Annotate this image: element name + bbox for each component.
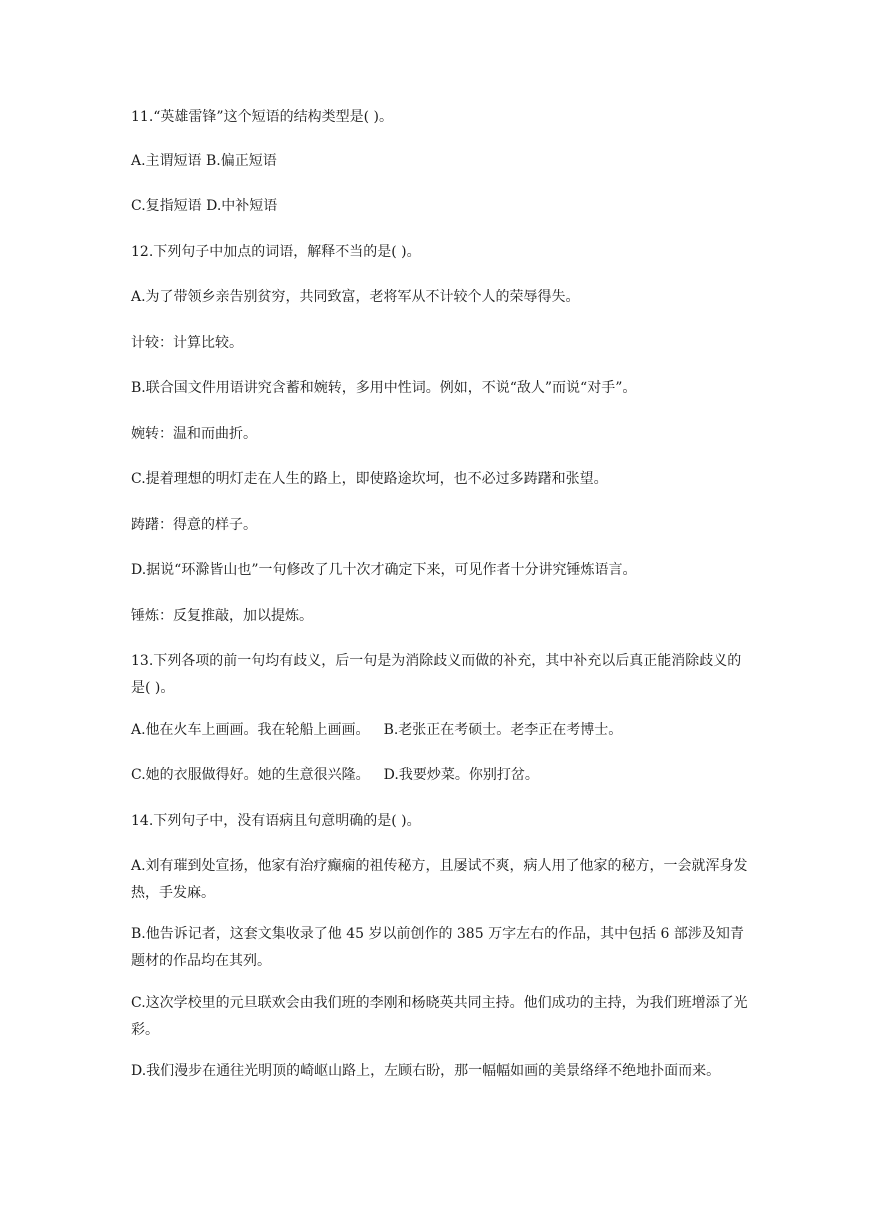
- question-12-stem: 12.下列句子中加点的词语，解释不当的是( )。: [131, 244, 421, 260]
- question-12-option-d: D.据说“环滁皆山也”一句修改了几十次才确定下来，可见作者十分讲究锤炼语言。: [131, 562, 637, 578]
- question-14-option-c: C.这次学校里的元旦联欢会由我们班的李刚和杨晓英共同主持。他们成功的主持，为我们班增添了光彩。: [131, 995, 748, 1038]
- question-14-option-a: A.刘有璀到处宣扬，他家有治疗癫痫的祖传秘方，且屡试不爽，病人用了他家的秘方，一会就浑身发热，手发麻。: [131, 858, 748, 901]
- question-12-option-b: B.联合国文件用语讲究含蓄和婉转，多用中性词。例如，不说“敌人”而说“对手”。: [131, 380, 637, 396]
- question-12-option-d-explanation: 锤炼：反复推敲，加以提炼。: [131, 608, 313, 624]
- question-11-stem: 11.“英雄雷锋”这个短语的结构类型是( )。: [131, 109, 393, 125]
- question-14-option-d: D.我们漫步在通往光明顶的崎岖山路上，左顾右盼，那一幅幅如画的美景络绎不绝地扑面而来。: [131, 1063, 721, 1079]
- question-13-option-a: A.他在火车上画画。我在轮船上画画。: [131, 722, 370, 738]
- question-12-option-c-explanation: 踌躇：得意的样子。: [131, 517, 257, 533]
- question-12-option-c: C.提着理想的明灯走在人生的路上，即使路途坎坷，也不必过多踌躇和张望。: [131, 471, 608, 487]
- question-13-options-ab: [131, 717, 751, 744]
- question-12-option-a: A.为了带领乡亲告别贫穷，共同致富，老将军从不计较个人的荣辱得失。: [131, 289, 580, 305]
- question-11-options-cd: C.复指短语 D.中补短语: [131, 198, 278, 214]
- question-13-stem: 13.下列各项的前一句均有歧义，后一句是为消除歧义而做的补充，其中补充以后真正能消除歧义的是( )。: [131, 653, 742, 696]
- question-12-option-b-explanation: 婉转：温和而曲折。: [131, 426, 257, 442]
- question-13-option-c: C.她的衣服做得好。她的生意很兴隆。: [131, 767, 370, 783]
- question-13-options-cd: [131, 762, 751, 789]
- question-14-option-b: B.他告诉记者，这套文集收录了他 45 岁以前创作的 385 万字左右的作品，其中包括 6 部涉及知青题材的作品均在其列。: [131, 926, 744, 969]
- question-12-option-a-explanation: 计较：计算比较。: [131, 335, 243, 351]
- question-13-option-d: D.我要炒菜。你别打岔。: [383, 767, 539, 783]
- question-13-option-b: B.老张正在考硕士。老李正在考博士。: [383, 722, 623, 738]
- question-11-options-ab: A.主谓短语 B.偏正短语: [131, 153, 277, 169]
- question-14-stem: 14.下列句子中，没有语病且句意明确的是( )。: [131, 813, 421, 829]
